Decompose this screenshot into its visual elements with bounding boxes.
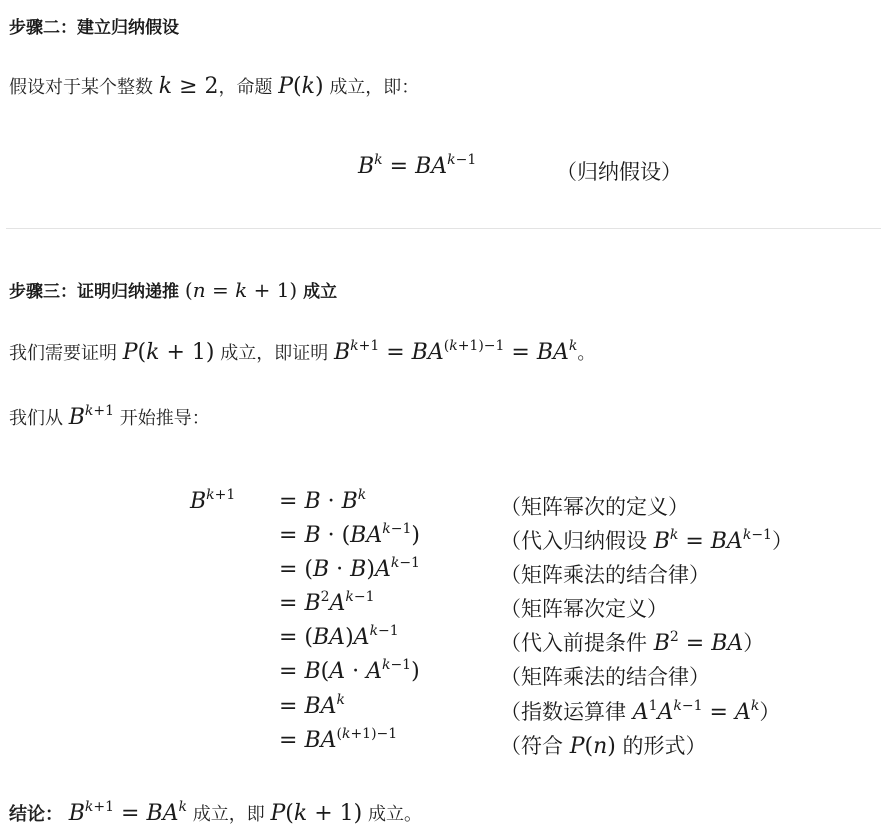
math-k-ge-2: k ≥ 2 (158, 74, 219, 99)
step2-para-end: 成立，即： (329, 77, 420, 98)
math-n-eq-k-plus-1: (n = k + 1) (184, 278, 298, 302)
derivation-note-4: （矩阵幂次定义） (500, 597, 668, 621)
math-conclusion-formula: $B^{k+1} = BA^k$ (68, 799, 187, 826)
induction-hypothesis-note: （归纳假设） (556, 160, 682, 184)
derivation-note-5-close: ） (743, 631, 765, 655)
step3-para2-suffix: 开始推导： (119, 408, 210, 429)
math-B-k-plus-1: $B^{k+1}$ (68, 403, 115, 430)
derivation-note-8-text: （符合 (500, 734, 563, 758)
step3-para1-prefix: 我们需要证明 (9, 343, 117, 364)
step3-para1-end: 。 (577, 343, 596, 364)
section-divider (6, 228, 881, 229)
derivation-note-2 (500, 525, 793, 555)
derivation-note-8-tail: 的形式） (622, 734, 707, 758)
derivation-note-7-text: （指数运算律 (500, 700, 626, 724)
derivation-step-3: = $(B \cdot B)A^{k-1}$ (279, 555, 420, 582)
step3-heading-prefix: 步骤三：证明归纳递推 (9, 282, 179, 302)
conclusion-end: 成立。 (367, 804, 422, 825)
induction-hypothesis-formula: $B^k = BA^{k-1}$ (358, 152, 477, 179)
step3-heading-suffix: 成立 (303, 282, 338, 302)
step2-heading: 步骤二：建立归纳假设 (9, 18, 179, 38)
derivation-note-7 (500, 696, 780, 726)
math-goal: $B^{k+1} = BA^{(k+1)-1} = BA^k$ (333, 338, 578, 365)
derivation-note-5-text: （代入前提条件 (500, 631, 647, 655)
derivation-note-2-text: （代入归纳假设 (500, 529, 647, 553)
conclusion (9, 800, 422, 826)
derivation-step-1: = $B \cdot B^k$ (279, 487, 367, 514)
step3-heading (9, 277, 337, 302)
step2-para-suffix: ，命题 (218, 77, 273, 98)
conclusion-label: 结论： (9, 804, 63, 825)
math-P-k-plus-1: P(k + 1) (122, 340, 215, 365)
derivation-note-5 (500, 627, 764, 657)
derivation-note-6: （矩阵乘法的结合律） (500, 665, 710, 689)
math-P-k: P(k) (278, 74, 324, 99)
derivation-note-8 (500, 730, 707, 760)
step3-paragraph-2 (9, 404, 210, 430)
math-premise-inline: $B^2$ = BA (653, 629, 744, 656)
step2-para-prefix: 假设对于某个整数 (9, 77, 153, 98)
step3-para1-mid: 成立，即证明 (220, 343, 329, 364)
derivation-step-8: = $BA^{(k+1)-1}$ (279, 726, 398, 753)
derivation-step-5: = $(BA)A^{k-1}$ (279, 623, 399, 650)
derivation-step-4: = $B^2A^{k-1}$ (279, 589, 375, 616)
math-conclusion-P: P(k + 1) (270, 801, 363, 826)
math-P-n-inline: P(n) (569, 734, 616, 759)
derivation-step-2: = $B \cdot (BA^{k-1})$ (279, 521, 420, 548)
derivation-note-1: （矩阵幂次的定义） (500, 495, 689, 519)
step3-paragraph-1 (9, 339, 595, 365)
derivation-step-7: = $BA^k$ (279, 692, 345, 719)
derivation-step-6: = $B(A \cdot A^{k-1})$ (279, 657, 420, 684)
math-hypothesis-inline: $B^k = BA^{k-1}$ (653, 527, 772, 554)
derivation-note-2-close: ） (771, 529, 793, 553)
step2-paragraph (9, 73, 419, 99)
derivation-note-7-close: ） (759, 700, 781, 724)
math-exponent-law-inline: $A^1A^{k-1} = A^k$ (632, 698, 760, 725)
derivation-note-3: （矩阵乘法的结合律） (500, 563, 710, 587)
derivation-lhs: $B^{k+1}$ (190, 487, 236, 514)
step3-para2-prefix: 我们从 (9, 408, 63, 429)
conclusion-mid: 成立，即 (192, 804, 265, 825)
